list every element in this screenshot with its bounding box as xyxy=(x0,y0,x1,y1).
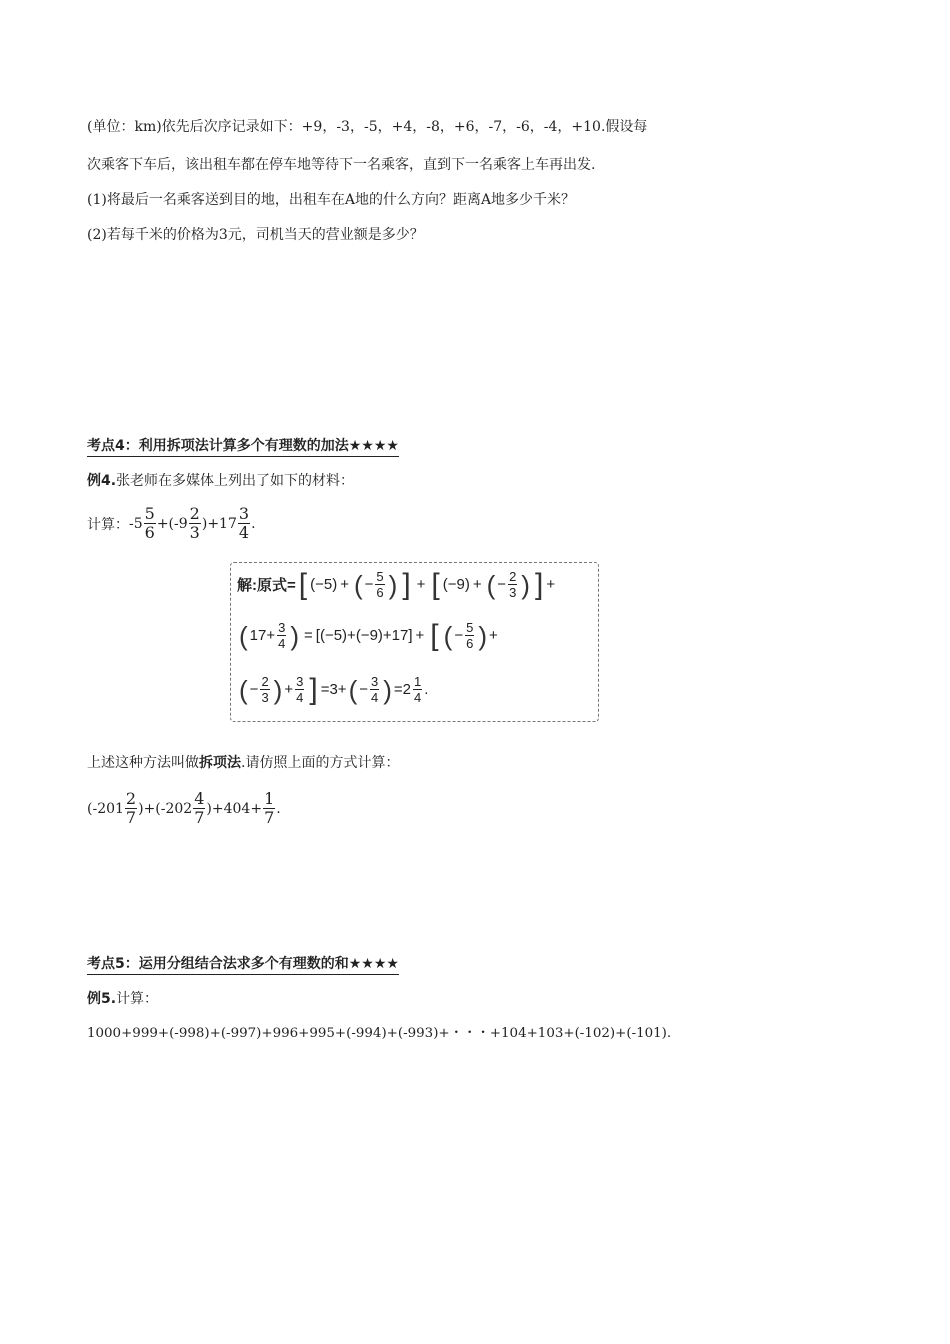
expr-term: )+(-202 xyxy=(138,800,193,817)
expr-term: (-201 xyxy=(87,800,124,817)
example-5 xyxy=(87,989,158,1009)
example-4-expression xyxy=(87,505,256,542)
solution-term: 17+ xyxy=(249,627,276,644)
expr-term: )+404+ xyxy=(206,800,263,817)
method-pre: 上述这种方法叫做 xyxy=(87,755,199,771)
solution-term: (−9) xyxy=(442,576,470,593)
problem-text-line-1: (单位：km)依先后次序记录如下：+9，-3，-5，+4，-8，+6，-7，-6，-4，+10.假设每 xyxy=(87,119,648,135)
solution-row-3: ( − $\frac{2}{3}$ ) + $\frac{3}{4}$ ] =3+ ( − $\frac{3}{4}$ ) =2 $\frac{1}{4}$ . xyxy=(239,672,429,706)
example-5-label: 例5. xyxy=(87,991,117,1007)
problem-text-line-2: 次乘客下车后，该出租车都在停车地等待下一名乘客，直到下一名乘客上车再出发. xyxy=(87,157,596,173)
fraction: $\frac{2}{3}$ xyxy=(189,504,200,542)
solution-row-1: 解:原式= [ (−5) + ( − $\frac{5}{6}$ ) ] + [ (−9) + ( − $\frac{2}{3}$ ) ] + xyxy=(237,567,556,601)
fraction: $\frac{2}{3}$ xyxy=(509,569,517,600)
calc-prefix: 计算： xyxy=(87,516,129,533)
question-1: (1)将最后一名乘客送到目的地，出租车在A地的什么方向？距离A地多少千米？ xyxy=(87,192,576,208)
fraction: $\frac{2}{7}$ xyxy=(125,789,137,827)
fraction: $\frac{3}{4}$ xyxy=(296,674,304,705)
fraction: $\frac{1}{7}$ xyxy=(264,789,275,827)
fraction: $\frac{4}{7}$ xyxy=(194,789,205,827)
expr-term: +(-9 xyxy=(156,515,188,532)
fraction: $\frac{5}{6}$ xyxy=(144,504,155,542)
fraction: $\frac{5}{6}$ xyxy=(376,569,384,600)
fraction: $\frac{1}{4}$ xyxy=(414,674,422,705)
solution-term: (−5) xyxy=(310,576,338,593)
method-text xyxy=(87,753,399,773)
fraction: $\frac{3}{4}$ xyxy=(278,620,286,651)
solution-term: [(−5)+(−9)+17] xyxy=(315,627,413,644)
example-4 xyxy=(87,471,354,491)
solution-label: 解:原式= xyxy=(237,577,296,594)
question-2: (2)若每千米的价格为3元，司机当天的营业额是多少？ xyxy=(87,227,424,243)
expr-end: . xyxy=(251,515,256,532)
expr-term: )+17 xyxy=(201,515,237,532)
example-5-text: 计算： xyxy=(116,991,159,1007)
solution-box xyxy=(230,562,599,722)
method-post: .请仿照上面的方式计算： xyxy=(241,755,400,771)
fraction: $\frac{2}{3}$ xyxy=(261,674,269,705)
example-5-expression: 1000+999+(-998)+(-997)+996+995+(-994)+(-993)+・・・+104+103+(-102)+(-101). xyxy=(87,1026,672,1041)
method-name: 拆项法 xyxy=(199,755,241,771)
section-5-heading: 考点5：运用分组结合法求多个有理数的和★★★★ xyxy=(87,955,399,975)
solution-result: =2 xyxy=(393,681,412,698)
fraction: $\frac{3}{4}$ xyxy=(238,504,250,542)
section-4-heading: 考点4：利用拆项法计算多个有理数的加法★★★★ xyxy=(87,437,399,457)
fraction: $\frac{3}{4}$ xyxy=(371,674,379,705)
example-4-label: 例4. xyxy=(87,473,117,489)
task-expression xyxy=(87,790,281,827)
expr-end: . xyxy=(276,800,281,817)
solution-row-2: ( 17+ $\frac{3}{4}$ ) = [(−5)+(−9)+17] + [ ( − $\frac{5}{6}$ ) + xyxy=(239,618,498,652)
fraction: $\frac{5}{6}$ xyxy=(466,620,474,651)
example-4-text: 张老师在多媒体上列出了如下的材料： xyxy=(116,473,355,489)
solution-term: =3+ xyxy=(320,681,347,698)
expr-term: -5 xyxy=(129,515,143,532)
